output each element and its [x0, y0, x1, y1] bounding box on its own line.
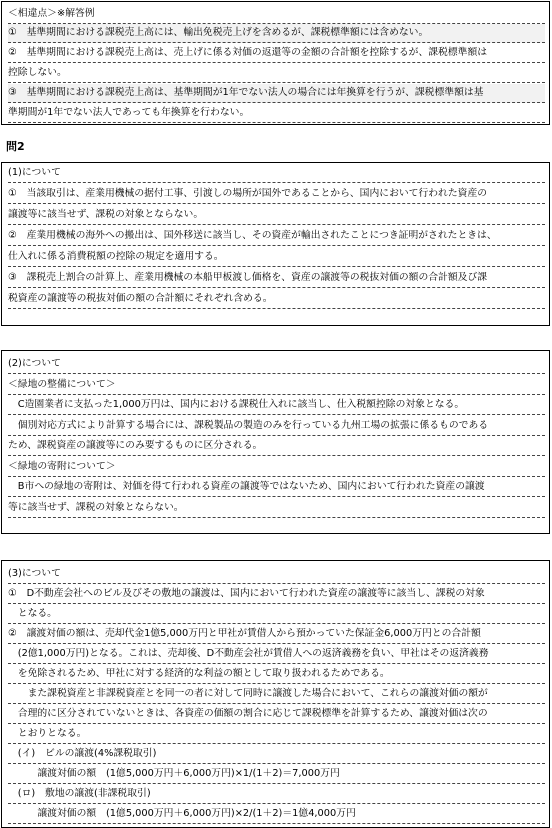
- box2-line-1: ＜緑地の整備について＞: [8, 376, 545, 395]
- box1-line-5: ③ 課税売上割合の計算上、産業用機械の本船甲板渡し価格を、資産の譲渡等の税抜対価の額の合計額及び課: [8, 269, 545, 288]
- box3-line-9: (イ) ビルの譲渡(4%課税取引): [8, 745, 545, 764]
- box1-line-2: 譲渡等に該当せず、課税の対象とならない。: [8, 206, 545, 225]
- box1-line-3: ② 産業用機械の海外への搬出は、国外移送に該当し、その資産が輸出されたことにつき証明がされたときは、: [8, 227, 545, 246]
- box2-line-0: (2)について: [8, 355, 545, 374]
- box3-line-7: 合理的に区分されていないときは、各資産の価額の割合に応じて課税標準を計算するため、譲渡対価は次の: [8, 705, 545, 724]
- box3-line-6: また課税資産と非課税資産とを同一の者に対して同時に譲渡した場合において、これらの譲渡対価の額が: [8, 685, 545, 704]
- box1-line-1: ① 当該取引は、産業用機械の据付工事、引渡しの場所が国外であることから、国内において行われた資産の: [8, 185, 545, 204]
- box3-line-8: とおりとなる。: [8, 725, 545, 744]
- box3-line-5: を免除されるため、甲社に対する経済的な利益の額として取り扱われるためである。: [8, 665, 545, 684]
- box3-line-1: ① D不動産会社へのビル及びその敷地の譲渡は、国内において行われた資産の譲渡等に該当し、課税の対象: [8, 585, 545, 604]
- answer-2-box: [1, 350, 550, 534]
- box0-line-0: ＜相違点＞※解答例: [8, 5, 545, 24]
- box3-line-0: (3)について: [8, 565, 545, 584]
- box2-line-4: ため、課税資産の譲渡等にのみ要するものに区分される。: [8, 437, 545, 456]
- question-2-label: 問2: [6, 140, 25, 153]
- box3-line-11: (ロ) 敷地の譲渡(非課税取引): [8, 785, 545, 804]
- box2-line-5: ＜緑地の寄附について＞: [8, 458, 545, 477]
- box2-line-6: B市への緑地の寄附は、対価を得て行われる資産の譲渡等ではないため、国内において行われた資産の譲渡: [8, 478, 545, 497]
- box2-line-3: 個別対応方式により計算する場合には、課税製品の製造のみを行っている九州工場の拡張に係るものである: [8, 417, 545, 436]
- answer-3-box: [1, 560, 550, 828]
- box0-line-5: 準期間が1年でない法人であっても年換算を行わない。: [8, 104, 545, 123]
- box0-line-4: ③ 基準期間における課税売上高は、基準期間が1年でない法人の場合には年換算を行うが、課税標準額は基: [8, 84, 545, 103]
- answer-1-box: [1, 162, 550, 326]
- box3-line-4: (2億1,000万円)となる。これは、売却後、D不動産会社が賃借人への返済義務を負い、甲社はその返済義務: [8, 645, 545, 664]
- box0-line-3: 控除しない。: [8, 64, 545, 83]
- box1-line-6: 税資産の譲渡等の税抜対価の額の合計額にそれぞれ含める。: [8, 290, 545, 309]
- box2-line-2: C造園業者に支払った1,000万円は、国内における課税仕入れに該当し、仕入税額控除の対象となる。: [8, 396, 545, 415]
- box3-line-3: ② 譲渡対価の額は、売却代金1億5,000万円と甲社が賃借人から預かっていた保証金6,000万円との合計額: [8, 625, 545, 644]
- box3-line-10: 譲渡対価の額 (1億5,000万円＋6,000万円)×1/(1＋2)＝7,000万円: [8, 765, 545, 784]
- box1-line-4: 仕入れに係る消費税額の控除の規定を適用する。: [8, 248, 545, 267]
- box3-line-2: となる。: [8, 605, 545, 624]
- box1-line-0: (1)について: [8, 164, 545, 183]
- box2-line-7: 等に該当せず、課税の対象とならない。: [8, 499, 545, 518]
- box0-line-1: ① 基準期間における課税売上高には、輸出免税売上げを含めるが、課税標準額には含めない。: [8, 24, 545, 43]
- differences-box: [1, 1, 550, 125]
- box3-line-12: 譲渡対価の額 (1億5,000万円＋6,000万円)×2/(1＋2)＝1億4,000万円: [8, 805, 545, 824]
- box0-line-2: ② 基準期間における課税売上高は、売上げに係る対価の返還等の金額の合計額を控除するが、課税標準額は: [8, 44, 545, 63]
